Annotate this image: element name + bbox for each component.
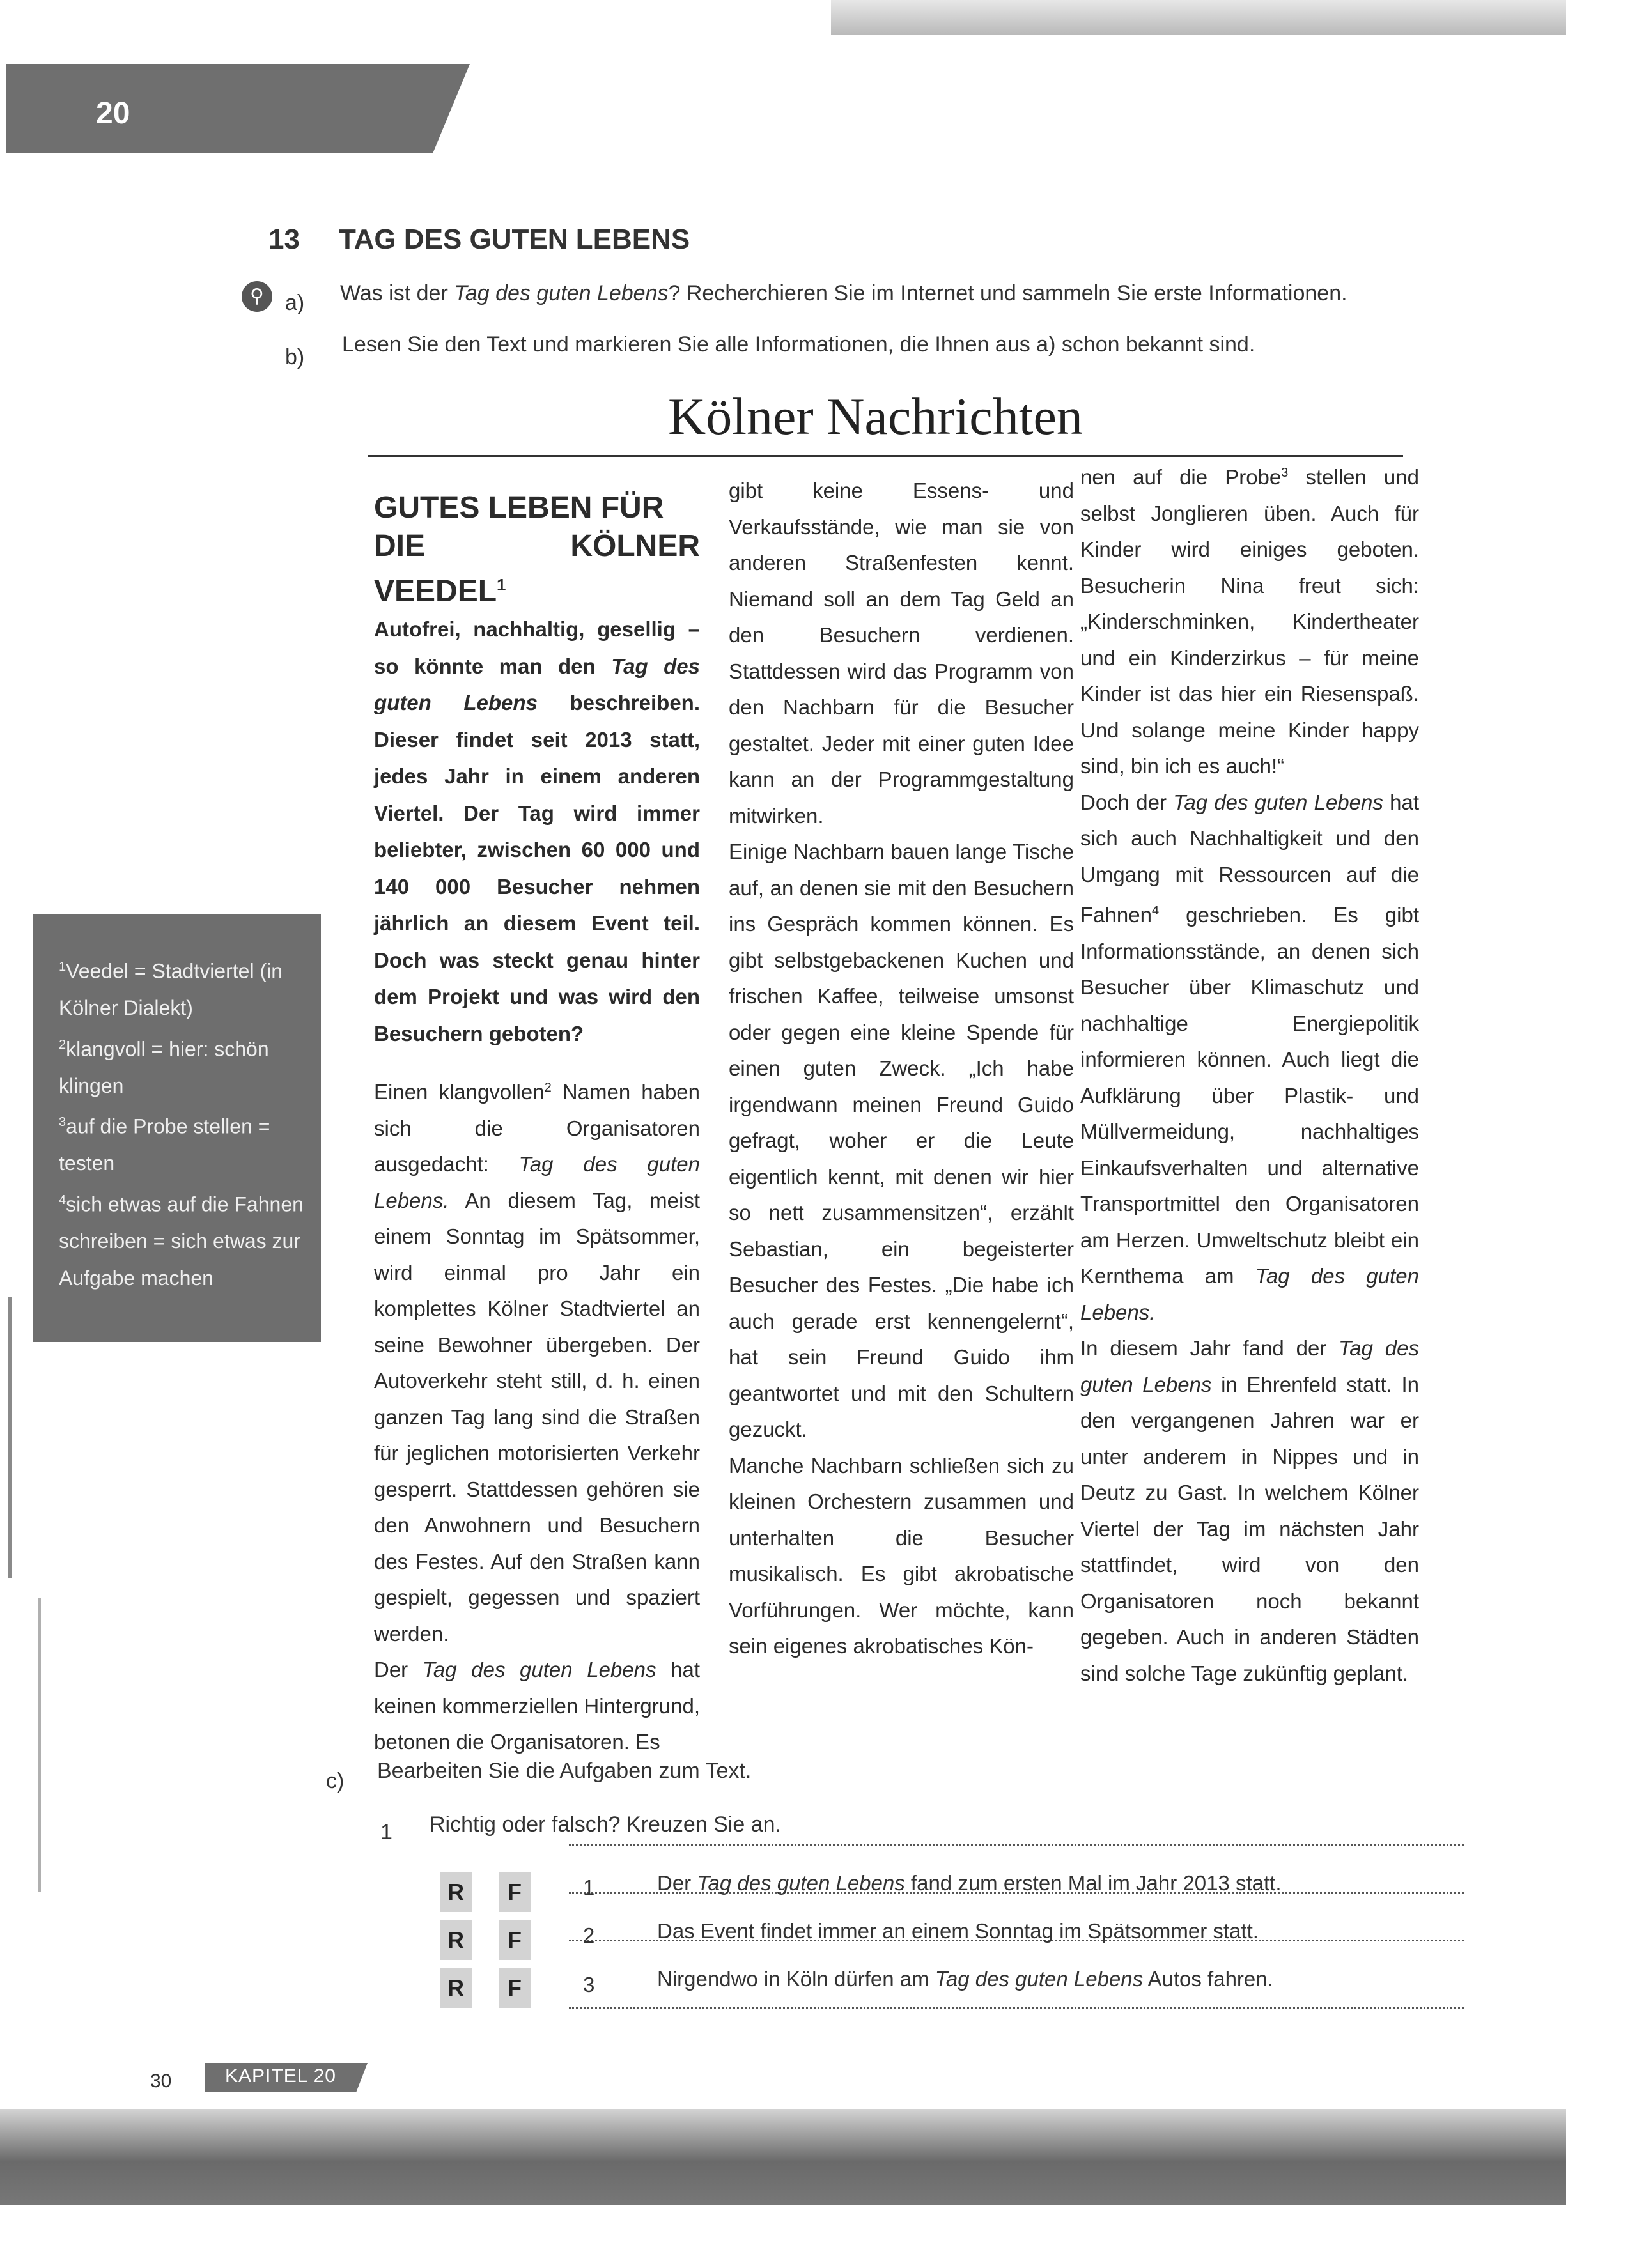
glossary-entry: $^1$Veedel = Stadtviertel (in Kölner Dialekt) [59,959,283,1020]
footer-chapter-label: KAPITEL 20 [225,2065,336,2087]
chapter-tab [6,64,470,153]
chapter-tab-number: 20 [96,96,130,130]
page-number: 30 [150,2071,172,2092]
answer-f-box[interactable]: F [499,1872,531,1912]
search-icon: ⚲ [242,281,272,312]
answer-r-box[interactable]: R [440,1872,472,1912]
subtask-text: Richtig oder falsch? Kreuzen Sie an. [430,1812,781,1837]
glossary-entry: $^2$klangvoll = hier: schön klingen [59,1037,269,1097]
statement-number: 2 [583,1924,595,1947]
article-paragraph: Einen klangvollen$^2$ Namen haben sich die Organisatoren ausgedacht: Tag des guten Lebens. An diesem Tag, meist einem Sonntag im Spätsommer, wird einmal pro Jahr ein komplettes Kölner Stadtviertel an seine Bewohner übergeben. Der Autoverkehr steht still, d. h. einen ganzen Tag lang sind die Straßen für jeglichen motorisierten Verkehr gesperrt. Stattdessen gehören sie den Anwohnern und Besuchern des Festes. Auf den Straßen kann gespielt, gegessen und spaziert werden. [374,1080,701,1646]
statement-number: 3 [583,1973,595,1996]
article-paragraph: In diesem Jahr fand der Tag des guten Lebens in Ehrenfeld statt. In den vergangenen Jahren war er unter anderem in Nippes und in Deutz zu Gast. In welchem Kölner Viertel der Tag im nächsten Jahr stattfindet, wird von den Organisatoren noch bekannt gegeben. Auch in anderen Städten sind solche Tage zukünftig geplant. [1080,1336,1420,1685]
glossary-entry: $^4$sich etwas auf die Fahnen schreiben = sich etwas zur Aufgabe machen [59,1192,304,1290]
article-column-1 [374,489,700,1761]
subtask-number: 1 [380,1820,392,1844]
statement-number: 1 [583,1876,595,1899]
statement-text: Der Tag des guten Lebens fand zum ersten Mal im Jahr 2013 statt. [657,1871,1282,1895]
scan-edge-bottom [0,2109,1566,2205]
task-b-text: Lesen Sie den Text und markieren Sie alle Informationen, die Ihnen aus a) schon bekannt sind. [342,332,1255,357]
statement-text: Nirgendwo in Köln dürfen am Tag des guten Lebens Autos fahren. [657,1967,1273,1991]
article-column-3 [1080,455,1419,1692]
newspaper-masthead: Kölner Nachrichten [668,387,1083,445]
task-c-text: Bearbeiten Sie die Aufgaben zum Text. [377,1759,752,1783]
article-headline: GUTES LEBEN FÜR DIE KÖLNER VEEDEL$^1$ [374,491,700,608]
article-paragraph: Manche Nachbarn schließen sich zu kleinen Orchestern zusammen und unterhalten die Besucher musikalisch. Es gibt akrobatische Vorführungen. Wer möchte, kann sein eigenes akrobatisches Kön- [729,1453,1074,1658]
exercise-number: 13 [268,224,300,255]
glossary-entry: $^3$auf die Probe stellen = testen [59,1115,270,1175]
exercise-title: TAG DES GUTEN LEBENS [339,224,690,255]
scan-edge-left-2 [38,1598,41,1892]
article-paragraph: Doch der Tag des guten Lebens hat sich auch Nachhaltigkeit und den Umgang mit Ressourcen auf die Fahnen$^4$ geschrieben. Es gibt Informationsstände, an denen sich Besucher über Klimaschutz und nachhaltige Energiepolitik informieren können. Auch liegt die Aufklärung über Plastik- und Müllvermeidung, nachhaltiges Einkaufsverhalten und alternative Transportmittel den Organisatoren am Herzen. Umweltschutz bleibt ein Kernthema am Tag des guten Lebens. [1080,790,1419,1324]
task-a-text: Was ist der Tag des guten Lebens? Recherchieren Sie im Internet und sammeln Sie erste Informationen. [340,281,1347,305]
article-column-2 [729,473,1074,1665]
article-paragraph: gibt keine Essens- und Verkaufsstände, wie man sie von anderen Straßenfesten kennt. Niemand soll an dem Tag Geld an den Besuchern verdienen. Stattdessen wird das Programm von den Nachbarn für die Besucher gestaltet. Jeder mit einer guten Idee kann an der Programmgestaltung mitwirken. [729,479,1074,828]
task-a-letter: a) [285,291,305,315]
answer-r-box[interactable]: R [440,1968,472,2008]
answer-r-box[interactable]: R [440,1920,472,1960]
article-paragraph: Der Tag des guten Lebens hat keinen kommerziellen Hintergrund, betonen die Organisatoren. Es [374,1658,700,1754]
article-paragraph: nen auf die Probe$^3$ stellen und selbst Jonglieren üben. Auch für Kinder wird einiges geboten. Besucherin Nina freut sich: „Kinderschminken, Kindertheater und ein Kinderzirkus – für meine Kinder ist das hier ein Riesenspaß. Und solange meine Kinder happy sind, bin ich es auch!“ [1080,465,1419,778]
glossary-box [33,914,321,1342]
dotted-rule [569,2007,1464,2009]
answer-f-box[interactable]: F [499,1920,531,1960]
task-b-letter: b) [285,345,305,369]
task-c-letter: c) [326,1769,345,1793]
article-paragraph: Einige Nachbarn bauen lange Tische auf, an denen sie mit den Besuchern ins Gespräch kommen können. Es gibt selbstgebackenen Kuchen und frischen Kaffee, teilweise umsonst oder gegen eine kleine Spende für einen guten Zweck. „Ich habe irgendwann meinen Freund Guido gefragt, woher er die Leute eigentlich kennt, mit denen wir hier so nett zusammensitzen“, erzählt Sebastian, ein begeisterter Besucher des Festes. „Die habe ich auch gerade erst kennengelernt“, hat sein Freund Guido ihm geantwortet und mit den Schultern gezuckt. [729,840,1074,1441]
scan-edge-top [831,0,1566,35]
dotted-rule [569,1844,1464,1846]
statement-text: Das Event findet immer an einem Sonntag im Spätsommer statt. [657,1919,1259,1943]
article-lead: Autofrei, nachhaltig, gesellig – so könnte man den Tag des guten Lebens beschreiben. Dieser findet seit 2013 statt, jedes Jahr in einem anderen Viertel. Der Tag wird immer beliebter, zwischen 60 000 und 140 000 Besucher nehmen jährlich an diesem Event teil. Doch was steckt genau hinter dem Projekt und was wird den Besuchern geboten? [374,617,700,1045]
scan-edge-left [8,1297,12,1578]
answer-f-box[interactable]: F [499,1968,531,2008]
